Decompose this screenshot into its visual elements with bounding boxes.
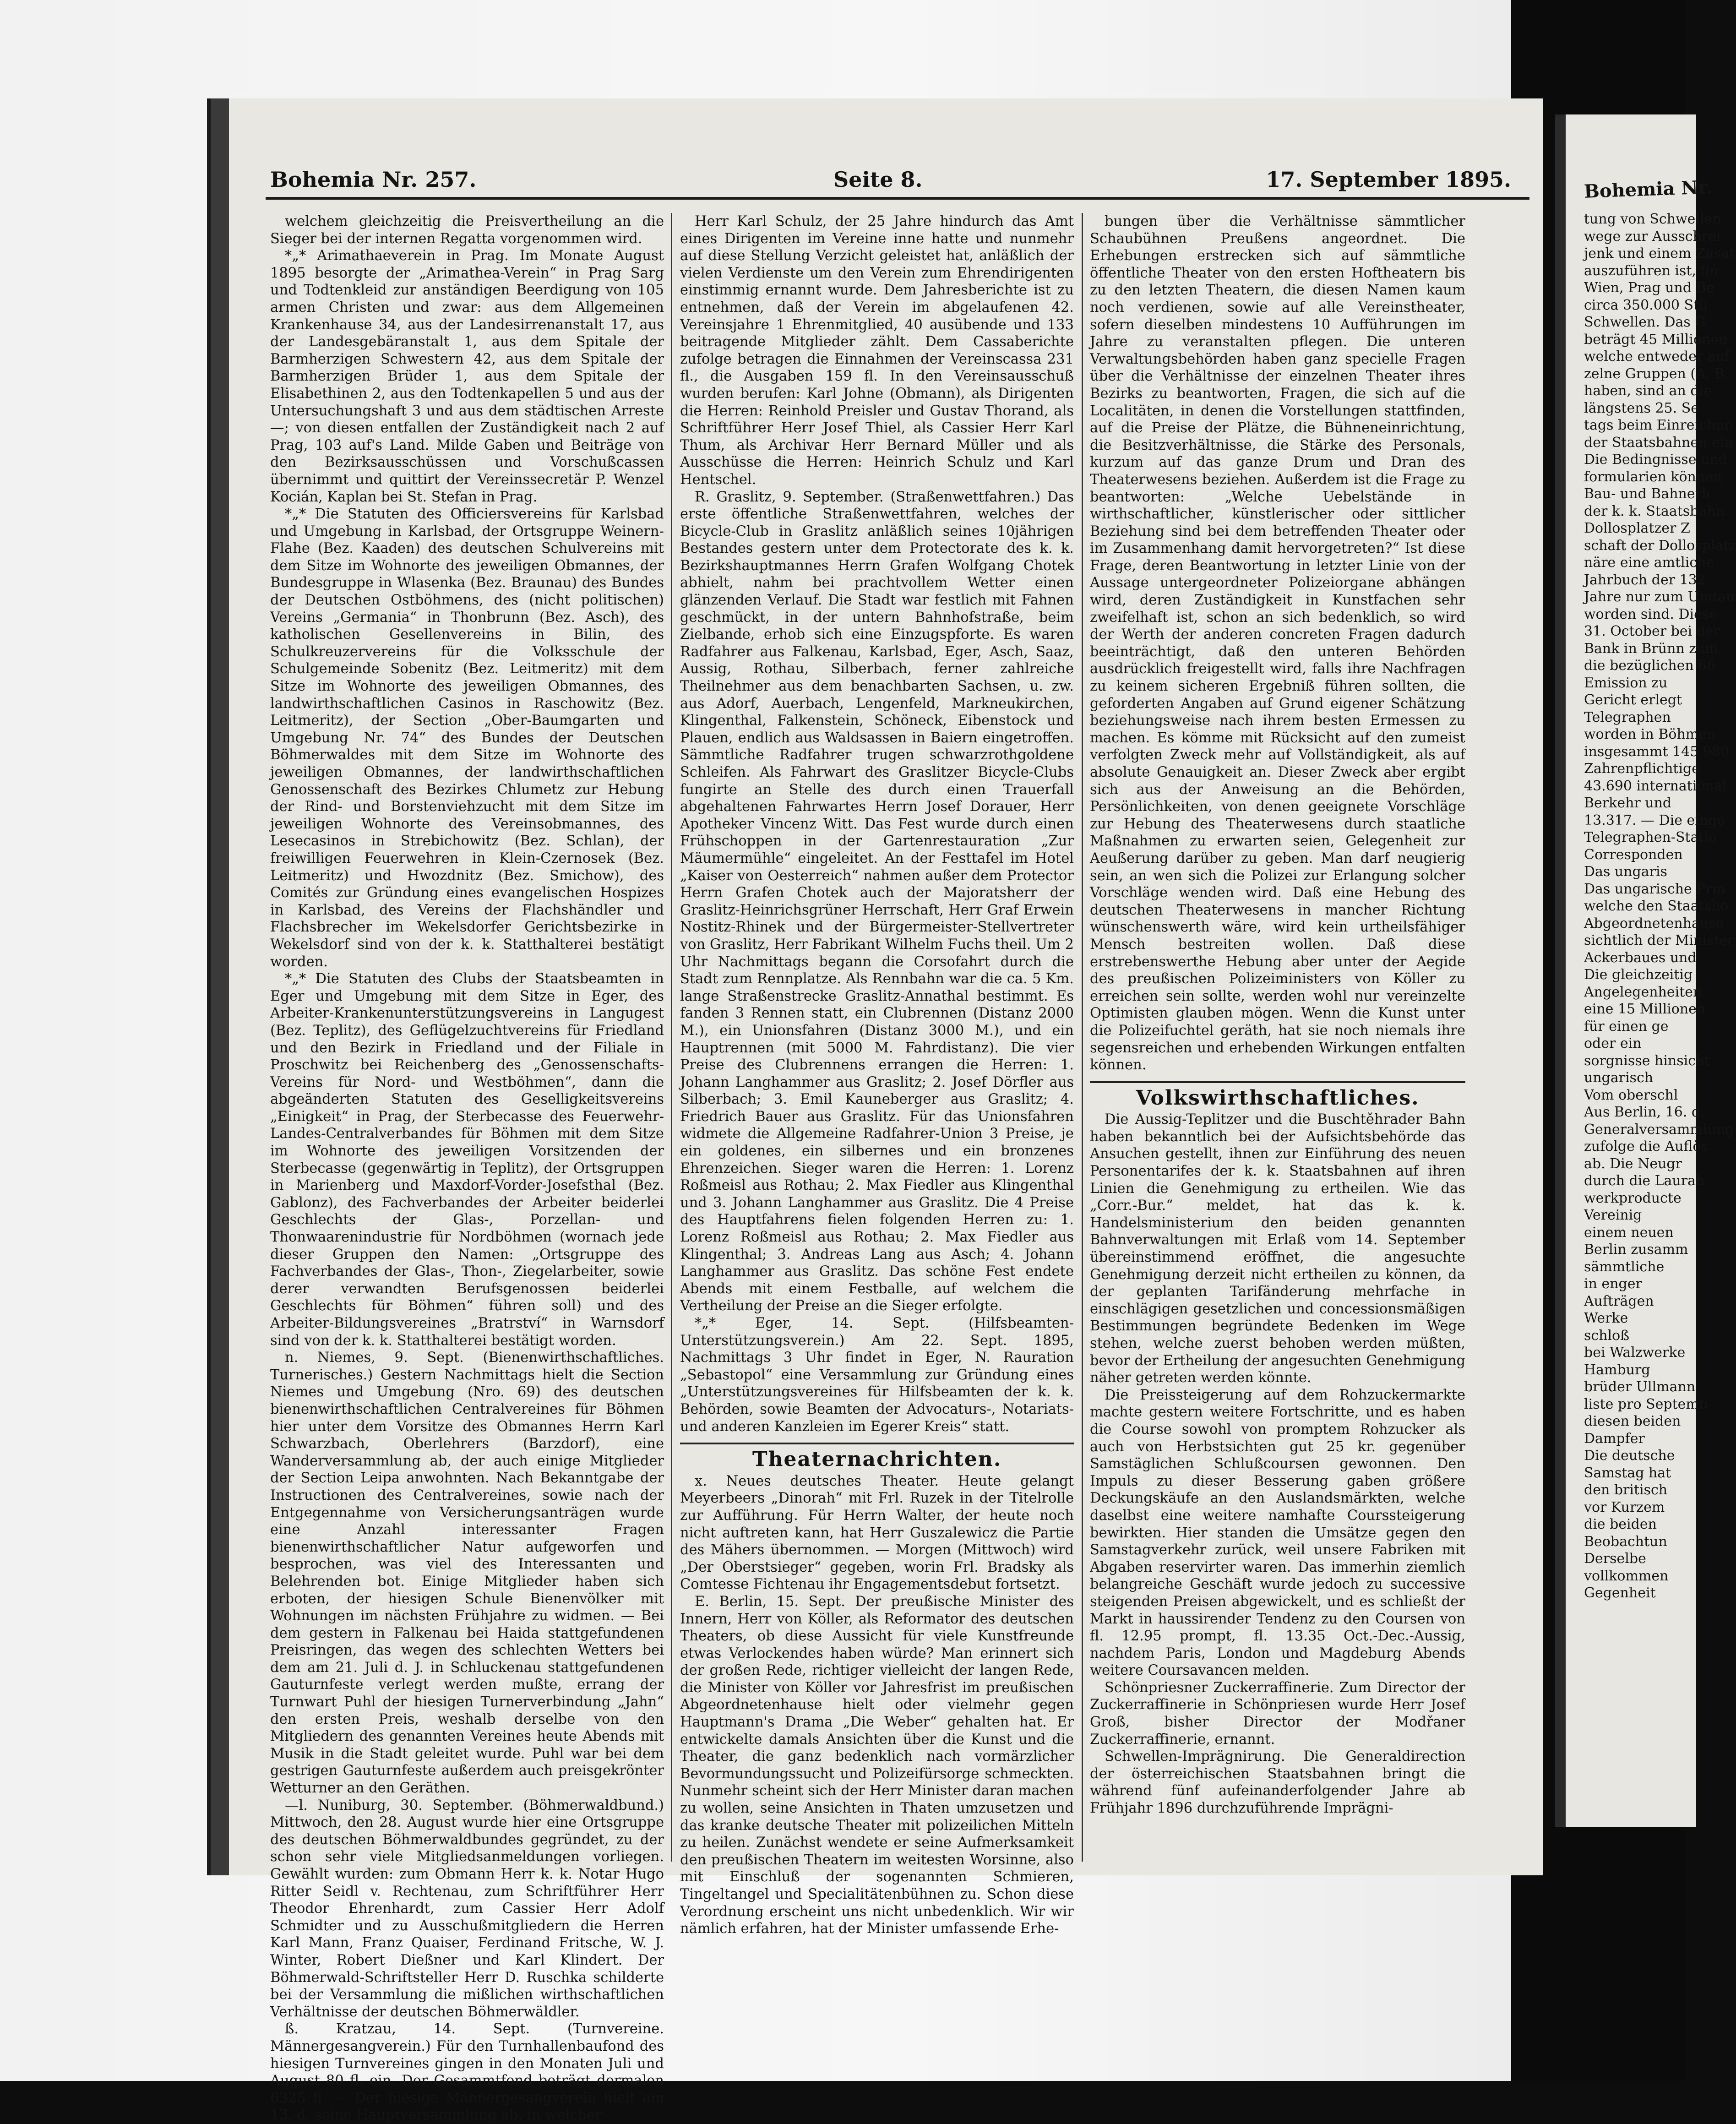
adjacent-page-line: Ackerbaues und — [1584, 949, 1697, 966]
article-paragraph: Die Aussig-Teplitzer und die Buschtěhrader Bahn haben bekanntlich bei der Aufsichtsbehörde das Ansuchen gestellt, ihnen zur Einführung des neuen Personentarifes der k. k. Staatsbahnen auf ihren Linien die Genehmigung zu ertheilen. Wie das „Corr.-Bur.“ meldet, hat das k. k. Handelsministerium den beiden genannten Bahnverwaltungen mit Erlaß vom 14. September übereinstimmend eröffnet, die angesuchte Genehmigung derzeit nicht ertheilen zu können, da der geplanten Tarifänderung mehrfache in einschlägigen gesetzlichen und concessionsmäßigen Bestimmungen begründete Bedenken im Wege stehen, welche zuerst behoben werden müßten, bevor der Ertheilung der angesuchten Genehmigung näher getreten werden könnte. — [1090, 1111, 1465, 1386]
adjacent-page-line: jenk und einem Zusat — [1584, 245, 1735, 261]
adjacent-page-line: worden sind. Diese — [1584, 606, 1718, 622]
adjacent-page-line: schloß — [1584, 1327, 1630, 1344]
adjacent-page-line: in enger — [1584, 1276, 1642, 1292]
header-date: 17. September 1895. — [1266, 167, 1511, 192]
adjacent-page-line: Bau- und Bahnerh — [1584, 486, 1711, 502]
adjacent-page-line: Das ungarische Prin — [1584, 881, 1725, 897]
adjacent-page-header: Bohemia Nr. — [1584, 176, 1713, 202]
adjacent-page-line: zufolge die Auflös — [1584, 1138, 1708, 1155]
adjacent-page-line: Das ungaris — [1584, 864, 1667, 880]
section-title-theater: Theaternachrichten. — [680, 1443, 1074, 1468]
header-rule — [266, 197, 1529, 200]
column-divider — [671, 213, 672, 1862]
adjacent-page-line: die bezüglichen 66 — [1584, 658, 1716, 674]
adjacent-page-line: tung von Schwellen — [1584, 211, 1721, 227]
adjacent-page-line: Gegenheit — [1584, 1585, 1656, 1601]
adjacent-page-line: Werke — [1584, 1310, 1628, 1326]
article-paragraph: Schwellen-Imprägnirung. Die Generaldirection der österreichischen Staatsbahnen bringt die während fünf aufeinanderfolgender Jahre ab Frühjahr 1896 durchzuführende Imprägni- — [1090, 1748, 1465, 1817]
adjacent-page-line: 13.317. — Die einge — [1584, 812, 1725, 828]
adjacent-page-line: Wien, Prag und Be — [1584, 280, 1714, 296]
article-paragraph: *„* Arimathaeverein in Prag. Im Monate August 1895 besorgte der „Arimathea-Verein“ in Prag Sarg und Todtenkleid zur anständigen Beerdigung von 105 armen Christen und zwar: aus dem Allgemeinen Krankenhause 34, aus der Landesirrenanstalt 17, aus der Landesgebäranstalt 1, aus dem Spitale der Barmherzigen Schwestern 42, aus dem Spitale der Barmherzigen Brüder 1, aus dem Spitale der Elisabethinen 2, aus den Todtenkapellen 5 und aus der Untersuchungshaft 3 und aus dem städtischen Arreste —; von diesen entfallen der Zuständigkeit nach 2 auf Prag, 103 auf's Land. Milde Gaben und Beiträge von den Bezirksausschüssen und Vorschußcassen übernimmt und quittirt der Vereinssecretär P. Wenzel Kocián, Kaplan bei St. Stefan in Prag. — [270, 248, 664, 505]
adjacent-page-line: vor Kurzem — [1584, 1499, 1665, 1515]
adjacent-page-line: Die Bedingnisse und — [1584, 452, 1727, 468]
adjacent-page-line: der k. k. Staatsbahn — [1584, 503, 1725, 519]
adjacent-page-line: bei Walzwerke — [1584, 1345, 1686, 1361]
adjacent-page-line: den britisch — [1584, 1482, 1668, 1498]
article-paragraph: *„* Eger, 14. Sept. (Hilfsbeamten-Unterstützungsverein.) Am 22. Sept. 1895, Nachmittags 3 Uhr findet in Eger, N. Rauration „Sebastopol“ eine Versammlung zur Gründung eines „Unterstützungsvereines für Hilfsbeamten der k. k. Behörden, sowie Beamten der Advocaturs-, Notariats- und anderen Kanzleien im Egerer Kreis“ statt. — [680, 1315, 1074, 1435]
adjacent-page-line: insgesammt 145.980 — [1584, 743, 1730, 760]
column-3 — [1090, 213, 1465, 1880]
adjacent-page-line: haben, sind an die — [1584, 383, 1712, 399]
adjacent-page-line: Dollosplatzer Z — [1584, 520, 1690, 536]
adjacent-page-line: Samstag hat — [1584, 1465, 1671, 1481]
adjacent-page-line: Beobachtun — [1584, 1533, 1667, 1550]
adjacent-page-line: welche den Staatsho — [1584, 898, 1729, 914]
article-paragraph: —l. Nuniburg, 30. September. (Böhmerwaldbund.) Mittwoch, den 28. August wurde hier eine Ortsgruppe des deutschen Böhmerwaldbundes gegründet, zu der schon sehr viele Mitgliedsanmeldungen vorliegen. Gewählt wurden: zum Obmann Herr k. k. Notar Hugo Ritter Seidl v. Rechtenau, zum Schriftführer Herr Theodor Ehrenhardt, zum Cassier Herr Adolf Schmidter und zu Ausschußmitgliedern die Herren Karl Mann, Franz Quaiser, Ferdinand Fritsche, W. J. Winter, Robert Dießner und Karl Klindert. Der Böhmerwald-Schriftsteller Herr D. Ruschka schilderte bei der Versammlung die mißlichen wirthschaftlichen Verhältnisse der deutschen Böhmerwäldler. — [270, 1797, 664, 2020]
adjacent-page-line: Berkehr und — [1584, 795, 1672, 811]
article-paragraph: welchem gleichzeitig die Preisvertheilung an die Sieger bei der internen Regatta vorgenommen wird. — [270, 213, 664, 247]
adjacent-page-line: Vereinig — [1584, 1207, 1642, 1223]
adjacent-page-line: ab. Die Neugr — [1584, 1155, 1682, 1172]
adjacent-page-line: Derselbe — [1584, 1551, 1646, 1567]
adjacent-page-line: Berlin zusamm — [1584, 1242, 1688, 1258]
adjacent-page-line: vollkommen — [1584, 1568, 1669, 1584]
page-header — [266, 153, 1529, 195]
article-paragraph: Herr Karl Schulz, der 25 Jahre hindurch das Amt eines Dirigenten im Vereine inne hatte und nunmehr auf diese Stellung Verzicht geleistet hat, anläßlich der vielen Verdienste um den Verein zum Ehrendirigenten einstimmig ernannt wurde. Dem Jahresberichte ist zu entnehmen, daß der Verein im abgelaufenen 42. Vereinsjahre 1 Ehrenmitglied, 40 ausübende und 133 beitragende Mitglieder zählt. Dem Cassaberichte zufolge betragen die Einnahmen der Vereinscassa 231 fl., die Ausgaben 159 fl. In den Vereinsausschuß wurden berufen: Karl Johne (Obmann), als Dirigenten die Herren: Reinhold Preisler und Gustav Thorand, als Schriftführer Herr Josef Thiel, als Cassier Herr Karl Thum, als Archivar Herr Bernard Müller und als Ausschüsse die Herren: Heinrich Schulz und Karl Hentschel. — [680, 213, 1074, 488]
adjacent-page-line: schaft der Dollosplatz — [1584, 537, 1736, 554]
adjacent-page-line: Zahrenpflichtige — [1584, 761, 1700, 777]
adjacent-page-line: zelne Gruppen (A. B. — [1584, 365, 1729, 382]
adjacent-page-line: 31. October bei der — [1584, 623, 1720, 639]
adjacent-page-text — [1584, 211, 1735, 1602]
adjacent-page-line: längstens 25. Se — [1584, 400, 1699, 416]
adjacent-page-line: Angelegenheiten — [1584, 984, 1702, 1000]
article-paragraph: *„* Die Statuten des Clubs der Staatsbeamten in Eger und Umgebung mit dem Sitze in Eger, des Arbeiter-Krankenunterstützungsvereins in Langugest (Bez. Teplitz), des Geflügelzuchtvereins für Friedland und den Bezirk in Friedland und der Filiale in Proschwitz bei Reichenberg des „Genossenschafts-Vereins für Nord- und Westböhmen“, dann die abgeänderten Statuten des Geselligkeitsvereins „Einigkeit“ in Prag, der Sterbecasse des Feuerwehr-Landes-Centralverbandes für Böhmen mit dem Sitze im Wohnorte des jeweiligen Vorsitzenden der Sterbecasse (gegenwärtig in Teplitz), der Ortsgruppen in Marienberg und Maxdorf-Vorder-Josefsthal (Bez. Gablonz), des Fachverbandes der Arbeiter beiderlei Geschlechts der Glas-, Porzellan- und Thonwaarenindustrie für Nordböhmen (wornach jede dieser Gruppen den Namen: „Ortsgruppe des Fachverbandes der Glas-, Thon-, Ziegelarbeiter, sowie derer verwandten Berufsgenossen beiderlei Geschlechts für Böhmen“ führen soll) und des Arbeiter-Bildungsvereines „Bratrství“ in Warnsdorf sind von der k. k. Statthalterei bestätigt worden. — [270, 971, 664, 1349]
column-2 — [680, 213, 1074, 1937]
article-paragraph: Die Preissteigerung auf dem Rohzuckermarkte machte gestern weitere Fortschritte, und es haben die Course sowohl von promptem Rohzucker als auch von Herbstsichten gut 25 kr. gegenüber Samstäglichen Schlußcoursen gewonnen. Den Impuls zu dieser Besserung gaben größere Deckungskäufe an den Auslandsmärkten, welche daselbst eine weitere namhafte Courssteigerung bewirkten. Hier standen die Umsätze gegen den Samstagverkehr zurück, weil unsere Fabriken mit Abgaben reservirter waren. Das immerhin ziemlich belangreiche Geschäft wurde jedoch zu successive steigenden Preisen abgewickelt, und es schließt der Markt in haussirender Tendenz zu den Coursen von fl. 12.95 prompt, fl. 13.35 Oct.-Dec.-Aussig, nachdem Paris, London und Magdeburg Abends weitere Coursavancen melden. — [1090, 1387, 1465, 1679]
adjacent-page-line: worden in Böhmen — [1584, 726, 1716, 742]
article-paragraph: E. Berlin, 15. Sept. Der preußische Minister des Innern, Herr von Köller, als Reformator des deutschen Theaters, ob diese Aussicht für viele Kunstfreunde etwas Verlockendes haben würde? Man erinnert sich der großen Rede, richtiger vielleicht der langen Rede, die Minister von Köller vor Jahresfrist im preußischen Abgeordnetenhause hielt oder vielmehr gegen Hauptmann's Drama „Die Weber“ gehalten hat. Er entwickelte damals Ansichten über die Kunst und die Theater, die ganz bedenklich nach vormärzlicher Bevormundungssucht und Polizeifürsorge schmeckten. Nunmehr scheint sich der Herr Minister daran machen zu wollen, seine Ansichten in Thaten umzusetzen und das kranke deutsche Theater mit polizeilichen Mitteln zu heilen. Zunächst wendete er seine Aufmerksamkeit den preußischen Theatern im weitesten Worsinne, also mit Einschluß der sogenannten Schmieren, Tingeltangel und Specialitätenbühnen zu. Schon diese Verordnung erscheint uns nicht unbedenklich. Wir wir nämlich erfahren, hat der Minister umfassende Erhe- — [680, 1593, 1074, 1937]
adjacent-page-line: Jahre nur zum Umtau — [1584, 589, 1735, 605]
article-paragraph: ß. Kratzau, 14. Sept. (Turnvereine. Männergesangverein.) Für den Turnhallenbaufond des hiesigen Turnvereines gingen in den Monaten Juli und August 80 fl. ein. Der Gesammtfond beträgt dermalen 6325 fl. — Der hiesige Männergesangverein hielt am 13. d. seine Hauptversammlung ab, in welcher — [270, 2021, 664, 2124]
adjacent-page-line: Jahrbuch der 132 — [1584, 572, 1706, 588]
section-title-economy: Volkswirthschaftliches. — [1090, 1081, 1465, 1107]
adjacent-page-line: Die deutsche — [1584, 1448, 1675, 1464]
article-paragraph: x. Neues deutsches Theater. Heute gelangt Meyerbeers „Dinorah“ mit Frl. Ruzek in der Titelrolle zur Aufführung. Für Herrn Walter, der heute noch nicht auftreten kann, hat Herr Guszalewicz die Partie des Mähers übernommen. — Morgen (Mittwoch) wird „Der Oberstsieger“ gegeben, worin Frl. Bradsky als Comtesse Fichtenau ihr Engagementsdebut fortsetzt. — [680, 1473, 1074, 1593]
adjacent-page-line: auszuführen ist, fin — [1584, 262, 1719, 279]
adjacent-page-line: Aufträgen — [1584, 1293, 1654, 1309]
adjacent-page-line: Gericht erlegt — [1584, 692, 1682, 708]
adjacent-page-line: liste pro Septemb — [1584, 1396, 1708, 1412]
article-paragraph: bungen über die Verhältnisse sämmtlicher Schaubühnen Preußens angeordnet. Die Erhebungen erstrecken sich auf sämmtliche öffentliche Theater von den ersten Hoftheatern bis zu den letzten Theatern, die diesen Namen kaum noch verdienen, sowie auf alle Vereinstheater, sofern dieselben mindestens 10 Aufführungen im Jahre zu veranstalten pflegen. Die unteren Verwaltungsbehörden haben ganz specielle Fragen über die Verhältnisse der einzelnen Theater ihres Bezirks zu beantworten, Fragen, die sich auf die Localitäten, in denen die Vorstellungen stattfinden, auf die Preise der Plätze, die Bühneneinrichtung, die Besitzverhältnisse, die Stärke des Personals, kurzum auf das ganze Drum und Dran des Theaterwesens beziehen. Außerdem ist die Frage zu beantworten: „Welche Uebelstände in wirthschaftlicher, künstlerischer oder sittlicher Beziehung sind bei dem betreffenden Theater oder im Zusammenhang damit hervorgetreten?“ Ist diese Frage, deren Beantwortung in letzter Linie von der Aussage untergeordneter Polizeiorgane abhängen wird, deren Zuständigkeit in Kunstfachen sehr zweifelhaft ist, schon an sich bedenklich, so wird der Werth der anderen concreten Fragen dadurch beeinträchtigt, daß den unteren Behörden ausdrücklich freigestellt wird, falls ihre Nachfragen zu keinem sicheren Ergebniß führen sollten, die geforderten Angaben auf Grund eigener Schätzung beziehungsweise nach ihrem besten Ermessen zu machen. Es kömme mit Rücksicht auf den zumeist verfolgten Zweck mehr auf Vollständigkeit, als auf absolute Genauigkeit an. Dieser Zweck aber ergibt sich aus der Anweisung an die Behörden, Persönlichkeiten, von denen geeignete Vorschläge zur Hebung des Theaterwesens durch staatliche Maßnahmen zu erwarten seien, Gelegenheit zur Aeußerung darüber zu geben. Man darf neugierig sein, an wen sich die Polizei zur Erlangung solcher Vorschläge wenden wird. Daß eine Hebung des deutschen Theaterwesens in mancher Richtung wünschenswerth wäre, wird kein urtheilsfähiger Mensch bestreiten wollen. Daß diese erstrebenswerthe Hebung aber unter der Aegide des preußischen Polizeiministers von Köller zu erreichen sein sollte, werden wohl nur vereinzelte Optimisten glauben mögen. Wenn die Kunst unter die Polizeifuchtel geräth, hat sie noch niemals ihre segensreichen und erhebenden Wirkungen entfalten können. — [1090, 213, 1465, 1073]
adjacent-page-line: oder ein — [1584, 1035, 1642, 1051]
adjacent-page-line: Vom oberschl — [1584, 1087, 1678, 1103]
adjacent-page-line: formularien können — [1584, 468, 1722, 485]
adjacent-page-line: Corresponden — [1584, 846, 1683, 863]
adjacent-page-line: sämmtliche — [1584, 1258, 1665, 1275]
article-paragraph: R. Graslitz, 9. September. (Straßenwettfahren.) Das erste öffentliche Straßenwettfahren, welches der Bicycle-Club in Graslitz anläßlich seines 10jährigen Bestandes gestern unter dem Protectorate des k. k. Bezirkshauptmannes Herrn Grafen Wolfgang Chotek abhielt, nahm bei prachtvollem Wetter einen glänzenden Verlauf. Die Stadt war festlich mit Fahnen geschmückt, in der untern Bahnhofstraße, beim Zielbande, erhob sich eine Einzugspforte. Es waren Radfahrer aus Falkenau, Karlsbad, Eger, Asch, Saaz, Aussig, Rothau, Silberbach, ferner zahlreiche Theilnehmer aus dem benachbarten Sachsen, u. zw. aus Adorf, Auerbach, Lengenfeld, Markneukirchen, Klingenthal, Falkenstein, Schöneck, Eibenstock und Plauen, endlich aus Waldsassen in Baiern eingetroffen. Sämmtliche Radfahrer trugen schwarzrothgoldene Schleifen. Als Fahrwart des Graslitzer Bicycle-Clubs fungirte an Stelle des durch einen Trauerfall abgehaltenen Fahrwartes Herrn Josef Dorauer, Herr Apotheker Vincenz Witt. Das Fest wurde durch einen Frühschoppen in der Gartenrestauration „Zur Mäumermühle“ eingeleitet. An der Festtafel im Hotel „Kaiser von Oesterreich“ nahmen außer dem Protector Herrn Grafen Chotek auch der Majoratsherr der Graslitz-Heinrichsgrüner Herrschaft, Herr Graf Erwein Nostitz-Rhinek und der Bürgermeister-Stellvertreter von Graslitz, Herr Fabrikant Wilhelm Fuchs theil. Um 2 Uhr Nachmittags begann die Corsofahrt durch die Stadt zum Rennplatze. Als Rennbahn war die ca. 5 Km. lange Straßenstrecke Graslitz-Annathal bestimmt. Es fanden 3 Rennen statt, ein Clubrennen (Distanz 2000 M.), ein Unionsfahren (Distanz 3000 M.), und ein Hauptrennen (mit 5000 M. Fahrdistanz). Die vier Preise des Clubrennens errangen die Herren: 1. Johann Langhammer aus Graslitz; 2. Josef Dörfler aus Silberbach; 3. Emil Kauneberger aus Graslitz; 4. Friedrich Bauer aus Graslitz. Für das Unionsfahren widmete die Allgemeine Radfahrer-Union 3 Preise, je ein goldenes, ein silbernes und ein bronzenes Ehrenzeichen. Sieger waren die Herren: 1. Lorenz Roßmeisl aus Rothau; 2. Max Fiedler aus Klingenthal und 3. Johann Langhammer aus Graslitz. Die 4 Preise des Hauptfahrens fielen folgenden Herren zu: 1. Lorenz Roßmeisl aus Rothau; 2. Max Fiedler aus Klingenthal; 3. Andreas Lang aus Asch; 4. Johann Langhammer aus Graslitz. Das schöne Fest endete Abends mit einem Festballe, auf welchem die Vertheilung der Preise an die Sieger erfolgte. — [680, 489, 1074, 1314]
adjacent-page-line: einem neuen — [1584, 1224, 1674, 1241]
adjacent-page-line: Dampfer — [1584, 1430, 1645, 1447]
adjacent-page-line: Generalversammlung — [1584, 1121, 1734, 1138]
adjacent-page-line: ungarisch — [1584, 1070, 1654, 1086]
adjacent-page-line: Hamburg — [1584, 1362, 1650, 1378]
adjacent-page-line: tags beim Einreichun — [1584, 417, 1733, 433]
adjacent-page-line: diesen beiden — [1584, 1413, 1681, 1429]
adjacent-page-line: sichtlich der Minister — [1584, 932, 1734, 948]
column-1 — [270, 213, 664, 2124]
article-paragraph: n. Niemes, 9. Sept. (Bienenwirthschaftliches. Turnerisches.) Gestern Nachmittags hielt die Section Niemes und Umgebung (Nro. 69) des deutschen bienenwirthschaftlichen Centralvereines für Böhmen hier unter dem Vorsitze des Obmannes Herrn Karl Schwarzbach, Oberlehrers (Barzdorf), eine Wanderversammlung ab, der auch einige Mitglieder der Section Leipa anwohnten. Nach Bekanntgabe der Instructionen des Centralvereines, sowie nach der Entgegennahme von Versicherungsanträgen wurde eine Anzahl interessanter Fragen bienenwirthschaftlicher Natur aufgeworfen und besprochen, was viel des Interessanten und Belehrenden bot. Einige Mitglieder haben sich erboten, der hiesigen Schule Bienenvölker mit Wohnungen im nächsten Frühjahre zu widmen. — Bei dem gestern in Falkenau bei Haida stattgefundenen Preisringen, das wegen des schlechten Wetters bei dem am 21. Juli d. J. in Schluckenau stattgefundenen Gauturnfeste verlegt werden mußte, errang der Turnwart Puhl der hiesigen Turnerverbindung „Jahn“ den ersten Preis, weshalb derselbe von den Mitgliedern des genannten Vereines heute Abends mit Musik in die Stadt geleitet wurde. Puhl war bei dem gestrigen Gauturnfeste außerdem auch preisgekrönter Wetturner an den Geräthen. — [270, 1350, 664, 1797]
header-issue: Bohemia Nr. 257. — [270, 167, 477, 192]
adjacent-page-line: Abgeordnetenhause — [1584, 915, 1724, 931]
adjacent-page-line: wege zur Ausschrei — [1584, 228, 1721, 245]
adjacent-page-line: für einen ge — [1584, 1018, 1669, 1035]
adjacent-page-line: welche entweder auf — [1584, 349, 1730, 365]
adjacent-page-line: durch die Laurah — [1584, 1173, 1705, 1189]
adjacent-page-line: Aus Berlin, 16. d. — [1584, 1104, 1705, 1120]
adjacent-page-line: brüder Ullmann — [1584, 1379, 1696, 1395]
adjacent-page-line: circa 350.000 Stü — [1584, 297, 1708, 313]
column-divider — [1082, 213, 1083, 1862]
article-paragraph: Schönpriesner Zuckerraffinerie. Zum Director der Zuckerraffinerie in Schönpriesen wurde Herr Josef Groß, bisher Director der Modřaner Zuckerraffinerie, ernannt. — [1090, 1679, 1465, 1748]
adjacent-page-line: Telegraphen-Statio — [1584, 829, 1717, 845]
adjacent-page-line: sorgnisse hinsicht — [1584, 1052, 1710, 1069]
adjacent-page-line: näre eine amtliche — [1584, 555, 1714, 571]
adjacent-page-line: die beiden — [1584, 1516, 1657, 1532]
adjacent-page-line: 43.690 international — [1584, 778, 1727, 794]
adjacent-page-line: Die gleichzeitig — [1584, 967, 1693, 983]
adjacent-page-line: der Staatsbahnen ein — [1584, 434, 1733, 451]
adjacent-page-line: beträgt 45 Millionen — [1584, 331, 1728, 348]
header-page-number: Seite 8. — [833, 167, 923, 192]
article-paragraph: *„* Die Statuten des Officiersvereins für Karlsbad und Umgebung in Karlsbad, der Ortsgruppe Weinern-Flahe (Bez. Kaaden) des deutschen Schulvereins mit dem Sitze im Wohnorte des jeweiligen Obmannes, der Bundesgruppe in Wlasenka (Bez. Braunau) des Bundes der Deutschen Ostböhmens, des (nicht politischen) Vereins „Germania“ in Thonbrunn (Bez. Asch), des katholischen Gesellenvereins in Bilin, des Schulkreuzervereins für die Volksschule der Schulgemeinde Sobenitz (Bez. Leitmeritz) mit dem Sitze im Wohnorte des jeweiligen Obmannes, des landwirthschaftlichen Casinos in Raschowitz (Bez. Leitmeritz), der Section „Ober-Baumgarten und Umgebung Nr. 74“ des Bundes der Deutschen Böhmerwaldes mit dem Sitze im Wohnorte des jeweiligen Obmannes, der landwirthschaftlichen Genossenschaft des Bezirkes Chlumetz zur Hebung der Rind- und Borstenviehzucht mit dem Sitze im jeweiligen Wohnorte des Vereinsobmannes, des Lesecasinos in Strebichowitz (Bez. Schlan), der freiwilligen Feuerwehren in Klein-Czernosek (Bez. Leitmeritz) und Hwozdnitz (Bez. Smichow), des Comités zur Gründung eines evangelischen Hospizes in Karlsbad, des Vereins der Flachshändler und Flachsbrecher im Wekelsdorfer Gerichtsbezirke in Wekelsdorf sind von der k. k. Statthalterei bestätigt worden. — [270, 506, 664, 970]
adjacent-page-line: Schwellen. Das G — [1584, 314, 1706, 330]
adjacent-page-line: eine 15 Millionen — [1584, 1001, 1706, 1017]
adjacent-page — [1555, 114, 1736, 1827]
newspaper-page — [211, 98, 1543, 2124]
adjacent-page-line: Emission zu — [1584, 675, 1668, 691]
adjacent-page-line: Bank in Brünn zum — [1584, 640, 1718, 657]
adjacent-page-line: Telegraphen — [1584, 709, 1671, 725]
adjacent-page-line: werkproducte — [1584, 1190, 1682, 1206]
